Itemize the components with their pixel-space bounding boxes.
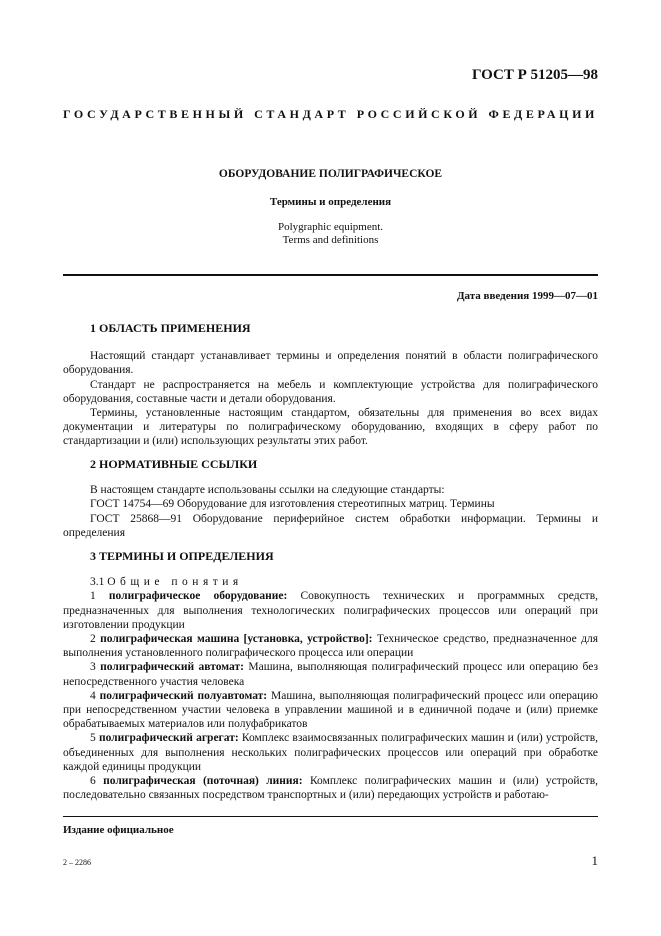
- edition-label: Издание официальное: [63, 824, 174, 836]
- term: полиграфическая машина [установка, устройство]:: [100, 633, 373, 646]
- section-heading: 1 ОБЛАСТЬ ПРИМЕНЕНИЯ: [90, 321, 251, 335]
- term-entry: 1 полиграфическое оборудование: Совокупность технических и программных средств, предназначенных для выполнения технологических полиграфических процессов или операций при изготовлении продукции: [63, 590, 599, 631]
- term-definition: Комплекс полиграфических машин и (или) устройств, последовательно связанных посредством транспортных и (или) передающих устройств и работаю-: [63, 775, 598, 802]
- term: полиграфический автомат:: [100, 661, 244, 674]
- state-word: СТАНДАРТ: [254, 107, 350, 121]
- term-entry: 3 полиграфический автомат: Машина, выполняющая полиграфический процесс или операцию без непосредственного участия человека: [63, 661, 599, 688]
- state-word: РОССИЙСКОЙ: [356, 107, 482, 121]
- paragraph: Термины, установленные настоящим стандартом, обязательны для применения во всех видах документации и литературы по полиграфическому оборудованию, входящих в сферу работ по стандартизации и (или) использующих результаты этих работ.: [63, 407, 598, 448]
- divider: [63, 274, 598, 276]
- term: полиграфическое оборудование:: [108, 590, 288, 603]
- term: полиграфическая (поточная) линия:: [103, 775, 303, 788]
- subsection-heading: [63, 575, 598, 589]
- document-title: ОБОРУДОВАНИЕ ПОЛИГРАФИЧЕСКОЕ: [218, 168, 443, 180]
- term-definition: Машина, выполняющая полиграфический процесс или операцию без непосредственного участия человека: [63, 661, 599, 688]
- english-title-line: Terms and definitions: [282, 234, 379, 246]
- term-entry: 2 полиграфическая машина [установка, устройство]: Техническое средство, предназначенное для выполнения установленного полиграфического процесса или операции: [63, 633, 598, 660]
- introduction-date: Дата введения 1999—07—01: [456, 290, 598, 302]
- section-heading: 3 ТЕРМИНЫ И ОПРЕДЕЛЕНИЯ: [90, 549, 274, 563]
- term-entry: 5 полиграфический агрегат: Комплекс взаимосвязанных полиграфических машин и (или) устройств, объединенных для выполнения нескольких полиграфических процессов или операций при обработке каждой единицы продукции: [63, 732, 598, 773]
- state-word: ФЕДЕРАЦИИ: [488, 107, 598, 121]
- term-entry: 6 полиграфическая (поточная) линия: Комплекс полиграфических машин и (или) устройств, последовательно связанных посредством транспортных и (или) передающих устройств и работаю-: [63, 775, 598, 802]
- term-definition: Машина, выполняющая полиграфический процесс или операцию при непосредственном участии человека в управлении машиной и в единичной подаче и (или) приемке обрабатываемых материалов или полуфабрикатов: [63, 689, 599, 731]
- page-number: 1: [591, 853, 598, 868]
- footer-divider: [63, 816, 598, 817]
- state-word: ГОСУДАРСТВЕННЫЙ: [63, 107, 247, 121]
- paragraph: Настоящий стандарт устанавливает термины и определения понятий в области полиграфического оборудования.: [63, 350, 598, 377]
- term-entry: 4 полиграфический полуавтомат: Машина, выполняющая полиграфический процесс или операцию при непосредственном участии человека в управлении машиной и в единичной подаче и (или) приемке обрабатываемых материалов или полуфабрикатов: [63, 689, 599, 731]
- term: полиграфический агрегат:: [98, 732, 239, 745]
- reference-item: ГОСТ 14754—69 Оборудование для изготовления стереотипных матриц. Термины: [90, 498, 495, 511]
- english-title: [0, 221, 661, 247]
- reference-item: ГОСТ 25868—91 Оборудование периферийное систем обработки информации. Термины и определения: [63, 512, 598, 539]
- subsection-title: Общие понятия: [107, 576, 243, 589]
- paragraph: В настоящем стандарте использованы ссылки на следующие стандарты:: [90, 484, 445, 497]
- term-definition: Техническое средство, предназначенное для выполнения установленного полиграфического процесса или операции: [63, 633, 598, 660]
- section-terms: [63, 549, 598, 802]
- document-number: ГОСТ Р 51205—98: [471, 67, 598, 83]
- section-heading: 2 НОРМАТИВНЫЕ ССЫЛКИ: [90, 457, 258, 471]
- term: полиграфический полуавтомат:: [99, 689, 268, 702]
- sheet-code: 2 – 2286: [63, 858, 91, 867]
- state-standard-line: [63, 107, 598, 122]
- term-definition: Совокупность технических и программных средств, предназначенных для выполнения технологических полиграфических процессов или операций при изготовлении продукции: [63, 590, 599, 631]
- subsection-number: 3.1: [90, 576, 105, 589]
- document-subtitle: Термины и определения: [269, 196, 392, 208]
- section-references: [63, 457, 598, 540]
- paragraph: Стандарт не распространяется на мебель и комплектующие устройства для полиграфического оборудования, составные части и детали оборудования.: [63, 378, 598, 405]
- section-scope: [63, 321, 598, 449]
- term-definition: Комплекс взаимосвязанных полиграфических машин и (или) устройств, объединенных для выполнения нескольких полиграфических процессов или операций при обработке каждой единицы продукции: [63, 732, 598, 773]
- english-title-line: Polygraphic equipment.: [277, 221, 384, 233]
